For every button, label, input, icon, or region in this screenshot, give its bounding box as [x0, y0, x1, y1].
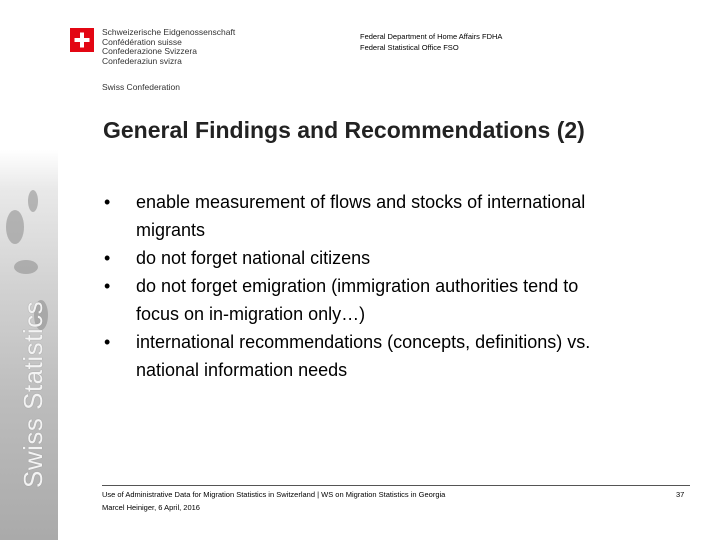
bullet-list — [100, 188, 696, 384]
department-info — [360, 31, 502, 53]
department-line: Federal Statistical Office FSO — [360, 43, 459, 52]
bullet-marker: • — [104, 248, 111, 268]
bullet-marker: • — [104, 276, 111, 296]
bullet-item — [100, 244, 696, 272]
page-number: 37 — [676, 490, 685, 499]
confederation-line: Schweizerische Eidgenossenschaft — [102, 27, 236, 37]
bullet-marker: • — [104, 332, 111, 352]
footer-divider — [102, 485, 690, 486]
slide-title: General Findings and Recommendations (2) — [103, 117, 585, 143]
bullet-marker: • — [104, 192, 111, 212]
bullet-item — [100, 272, 696, 328]
confederation-line: Confederaziun svizra — [102, 55, 182, 66]
bullet-text: focus on in-migration only…) — [136, 304, 366, 324]
confederation-names — [102, 28, 235, 66]
bullet-text: do not forget national citizens — [136, 248, 371, 268]
footer-title: Use of Administrative Data for Migration Statistics in Switzerland | WS on Migration Statistics in Georgia — [102, 490, 446, 499]
swiss-flag-icon — [70, 28, 94, 52]
bullet-text: do not forget emigration (immigration authorities tend to — [136, 276, 579, 296]
bullet-text: national information needs — [136, 360, 348, 380]
sidebar-brand: Swiss Statistics — [18, 300, 48, 488]
bullet-text: migrants — [136, 220, 206, 240]
confederation-english: Swiss Confederation — [102, 82, 180, 92]
footer-author-date: Marcel Heiniger, 6 April, 2016 — [102, 503, 200, 512]
bullet-item — [100, 188, 696, 244]
confederation-line: Confédération suisse — [102, 36, 182, 47]
bullet-text: international recommendations (concepts, definitions) vs. — [136, 332, 591, 352]
confederation-line: Confederazione Svizzera — [102, 46, 197, 56]
bullet-text: enable measurement of flows and stocks of international — [136, 192, 586, 212]
bullet-item — [100, 328, 696, 384]
department-line: Federal Department of Home Affairs FDHA — [360, 32, 503, 41]
